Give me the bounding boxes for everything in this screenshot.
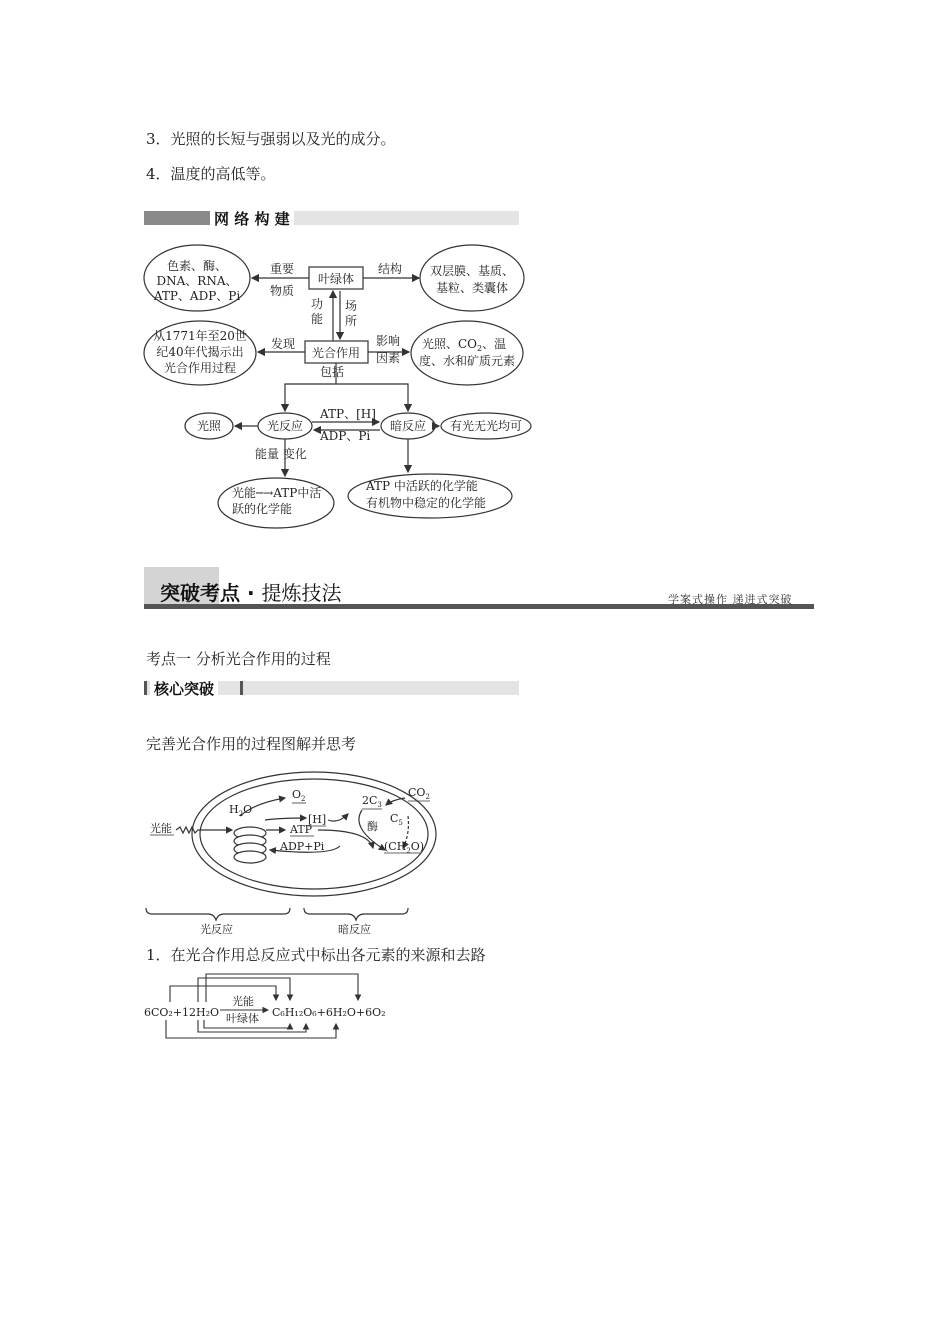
right2-line1: 光照、$CO_2$、温: [422, 337, 507, 353]
chloroplast-label: 叶绿体: [317, 272, 355, 286]
bottom-right-line2: 有机物中稳定的化学能: [366, 496, 487, 510]
equation-right: C₆H₁₂O₆+6H₂O+6O₂: [272, 1006, 386, 1019]
label-substance: 物质: [270, 284, 295, 298]
left2-line3: 光合作用过程: [163, 361, 237, 375]
label-influence: 影响: [376, 334, 401, 348]
h-label: [H]: [308, 813, 327, 826]
intro-text: 完善光合作用的过程图解并思考: [146, 735, 357, 753]
o2-label: $O_2$: [292, 788, 306, 803]
label-adp-pi: ADP、Pi: [320, 429, 371, 443]
brace-dark-reaction: 暗反应: [338, 923, 371, 936]
label-factor: 因素: [376, 351, 401, 365]
light-label: 光照: [196, 419, 222, 433]
core-header-bar: [144, 680, 519, 698]
network-header-bar: [144, 210, 519, 228]
left2-line1: 从1771年至20世: [153, 329, 247, 343]
right1-line1: 双层膜、基质、: [429, 264, 515, 278]
left1-line2: DNA、RNA、: [156, 274, 238, 288]
equation-diagram: [140, 972, 390, 1044]
c3-label: $2C_3$: [362, 794, 382, 809]
left1-line1: 色素、酶、: [166, 259, 228, 273]
label-suo: 所: [345, 314, 358, 328]
label-atp-h: ATP、[H]: [320, 407, 376, 421]
label-structure: 结构: [378, 262, 403, 276]
dark-reaction-label: 暗反应: [389, 419, 427, 433]
section-right-note: 学案式操作 递进式突破: [668, 593, 793, 606]
light-reaction-label: 光反应: [266, 419, 304, 433]
label-include: 包括: [320, 365, 345, 379]
photosynthesis-label: 光合作用: [311, 346, 361, 360]
label-energy-change: 能量 变化: [255, 447, 307, 461]
bottom-left-line1: 光能─→ATP中活: [232, 486, 322, 500]
label-gong: 功: [311, 297, 324, 311]
network-header: 网 络 构 建: [210, 208, 294, 229]
equation-condition-top: 光能: [232, 995, 254, 1008]
item-4: 4．温度的高低等。: [146, 165, 276, 183]
ch2o-label: $(CH_2O)$: [384, 840, 425, 855]
left1-line3: ATP、ADP、Pi: [153, 289, 241, 303]
right1-line2: 基粒、类囊体: [435, 281, 509, 295]
co2-label: $CO_2$: [408, 786, 430, 801]
equation-condition-bottom: 叶绿体: [226, 1012, 259, 1025]
right2-line2: 度、水和矿质元素: [418, 354, 516, 368]
item-3: 3．光照的长短与强弱以及光的成分。: [146, 130, 396, 148]
brace-light-reaction: 光反应: [200, 923, 233, 936]
core-bar-left-mark: [144, 681, 147, 695]
left2-line2: 纪40年代揭示出: [156, 345, 244, 359]
h2o-label: $H_2O$: [229, 803, 253, 818]
c5-label: $C_5$: [390, 812, 403, 827]
process-diagram: [140, 768, 440, 940]
core-header: 核心突破: [150, 678, 218, 699]
section-title: 突破考点 · 提炼技法: [160, 581, 342, 605]
label-neng: 能: [311, 312, 324, 326]
atp-label: ATP: [290, 823, 313, 836]
node-right2: [411, 321, 523, 385]
header-bar-accent: [144, 211, 210, 225]
label-discover: 发现: [271, 337, 296, 351]
bottom-left-line2: 跃的化学能: [232, 502, 293, 516]
bottom-right-line1: ATP 中活跃的化学能: [366, 479, 478, 493]
kaodian-title: 考点一 分析光合作用的过程: [146, 650, 331, 668]
with-without-light-label: 有光无光均可: [449, 419, 523, 433]
chloroplast-outer: [192, 772, 436, 896]
enzyme-label: 酶: [367, 820, 378, 833]
node-right1: [420, 245, 524, 311]
thylakoid-4: [234, 851, 266, 863]
label-important: 重要: [270, 262, 295, 276]
core-bar-right-mark: [240, 681, 243, 695]
question-1: 1．在光合作用总反应式中标出各元素的来源和去路: [146, 946, 486, 964]
adp-pi-label: ADP+Pi: [280, 840, 325, 853]
equation-left: 6CO₂+12H₂O: [144, 1006, 220, 1019]
concept-map: [140, 240, 540, 530]
light-energy-label: 光能: [150, 822, 172, 835]
label-chang: 场: [345, 299, 358, 313]
